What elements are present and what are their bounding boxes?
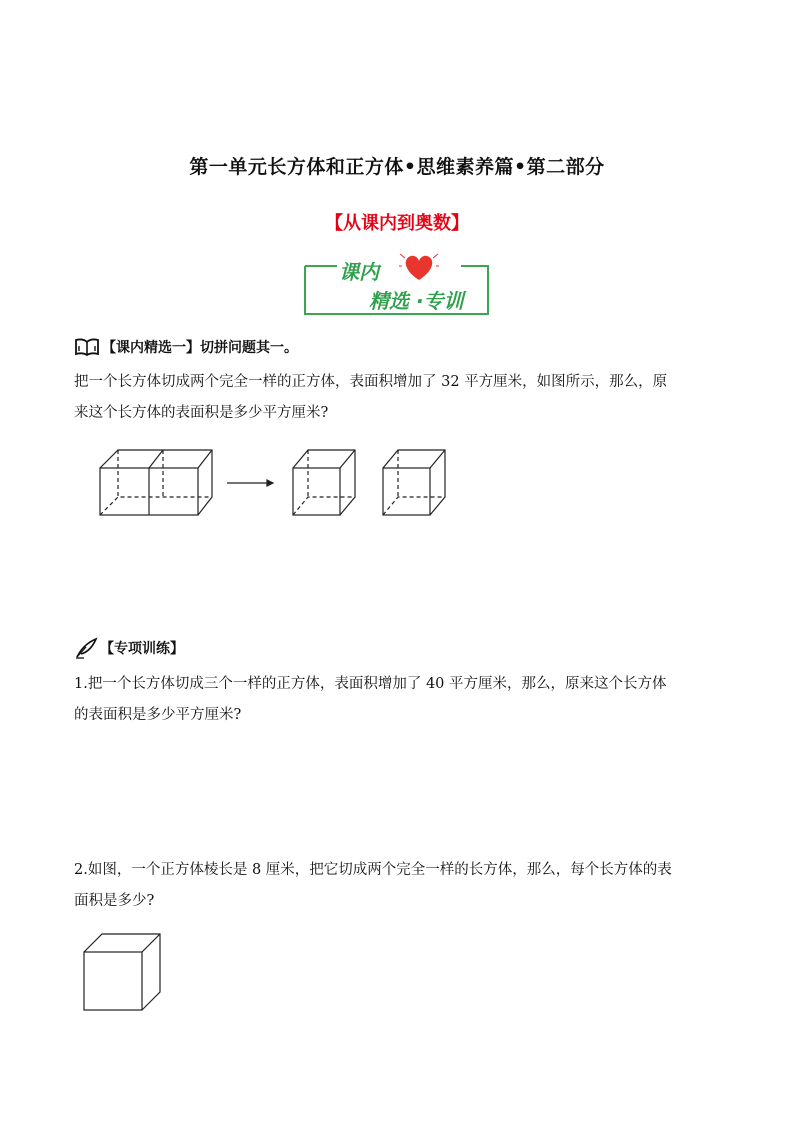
badge-line2: 精选 ·专训 [369,289,464,313]
example-figure [94,446,454,518]
training-heading-row [74,637,184,659]
question-2-cube-figure [80,930,164,1014]
section-badge [303,252,491,316]
example-heading-row [74,336,298,358]
example-line-2: 来这个长方体的表面积是多少平方厘米? [74,405,329,421]
example-line-1: 把一个长方体切成两个完全一样的正方体，表面积增加了 32 平方厘米，如图所示，那么，原 [74,374,668,390]
question-2-line-1: 2.如图，一个正方体棱长是 8 厘米，把它切成两个完全一样的长方体，那么，每个长方体的表 [74,862,672,878]
open-book-icon [74,337,100,357]
page-title: 第一单元长方体和正方体•思维素养篇•第二部分 [189,156,605,178]
quill-pen-icon [74,637,98,659]
page-subtitle: 【从课内到奥数】 [325,213,469,234]
question-2 [74,855,724,917]
question-1-line-2: 的表面积是多少平方厘米? [74,707,242,723]
training-heading: 【专项训练】 [100,641,184,657]
cube-figure-1 [293,450,355,515]
question-2-line-2: 面积是多少? [74,893,155,909]
heart-icon [399,252,439,282]
question-1 [74,669,724,731]
example-text [74,367,724,429]
question-1-line-1: 1.把一个长方体切成三个一样的正方体，表面积增加了 40 平方厘米，那么，原来这个长方体 [74,676,667,692]
cuboid-figure [100,450,212,515]
example-heading: 【课内精选一】切拼问题其一。 [102,340,298,356]
badge-line1: 课内 [339,260,379,284]
cube-figure-2 [383,450,445,515]
